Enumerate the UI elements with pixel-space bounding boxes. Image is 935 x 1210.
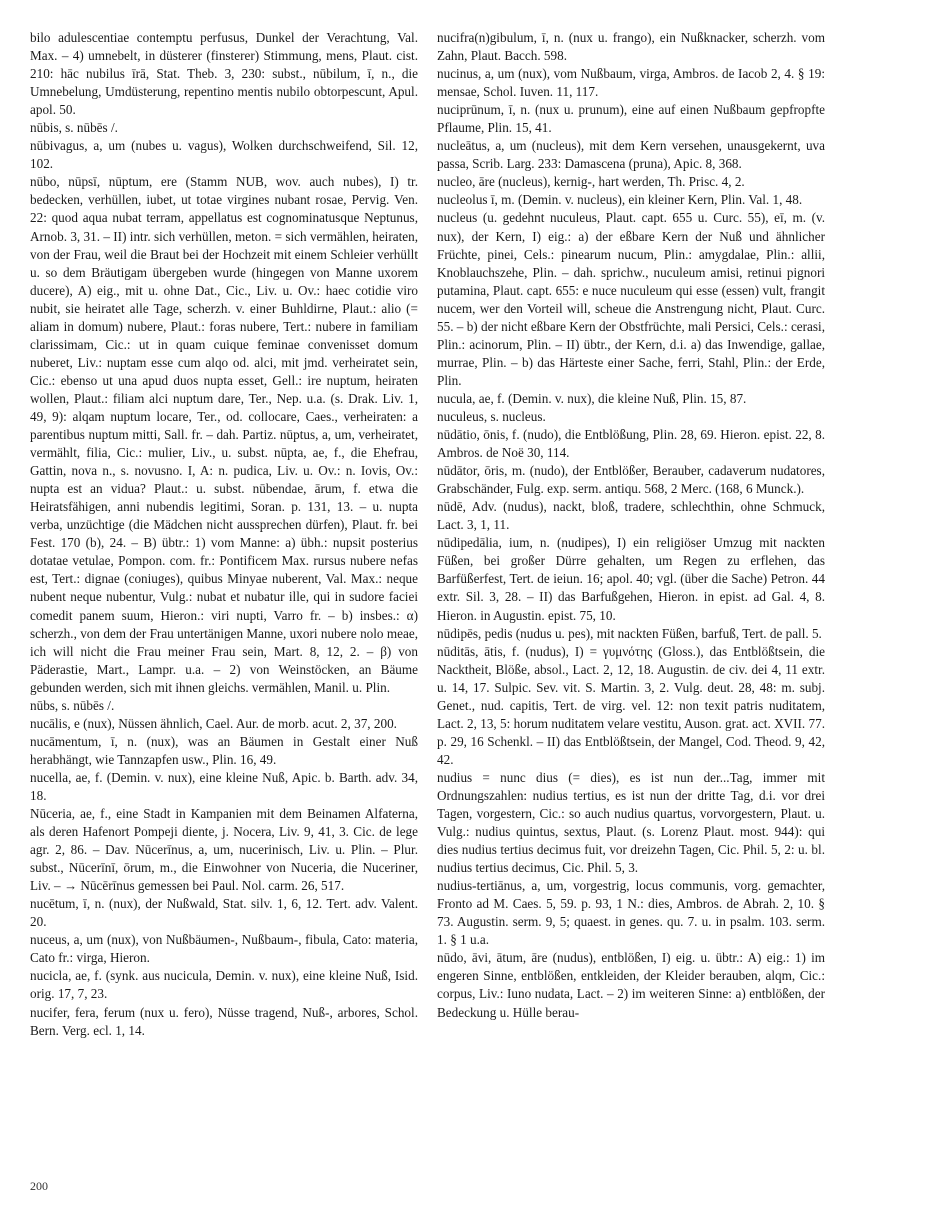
entry-nuceus: nuceus, a, um (nux), von Nußbäumen-, Nußbaum-, fibula, Cato: materia, Cato fr.: virga, Hieron.	[30, 932, 418, 966]
entry-nuculeus: nuculeus, s. nucleus.	[437, 408, 546, 424]
entry-nucinus: nucinus, a, um (nux), vom Nußbaum, virga, Ambros. de Iacob 2, 4. § 19: mensae, Schol. Iuven. 11, 117.	[437, 66, 825, 100]
left-column	[30, 29, 418, 1040]
entry-nucleolus: nucleolus ī, m. (Demin. v. nucleus), ein kleiner Kern, Plin. Val. 1, 48.	[437, 192, 803, 208]
entry-nuditas: nūditās, ātis, f. (nudus), I) = γυμνότης (Gloss.), das Entblößtsein, die Nacktheit, Blöße, absol., Lact. 2, 12, 18. Augustin. de civ. dei 4, 11 extr. u. 14, 17. Sulpic. Sev. vit. S. Martin. 3, 2. Vulg. deut. 28, 48: m. subj. Genet., nud. capitis, Tert. de virg. vel. 12: non texit patris nuditatem, Lact. 2, 13, 5: horum nuditatem velare vestitu, Auson. grat. act. XVII. 77. p. 29, 16 Schenkl. – II) das Entblößtsein, der Mangel, Cod. Theod. 9, 42, 42.	[437, 643, 825, 767]
entry-nucetum: nucētum, ī, n. (nux), der Nußwald, Stat. silv. 1, 6, 12. Tert. adv. Valent. 20.	[30, 896, 418, 930]
entry-nubivagus: nūbivagus, a, um (nubes u. vagus), Wolken durchschweifend, Sil. 12, 102.	[30, 138, 418, 172]
entry-nudipedalia: nūdipedālia, ium, n. (nudipes), I) ein religiöser Umzug mit nackten Füßen, bei großer Dürre gehalten, um Regen zu erflehen, das Barfüßerfest, Tert. de ieiun. 16; apol. 40; vgl. (über die Sache) Petron. 44 extr. Sil. 3, 28. – II) das Barfußgehen, Hieron. in epist. ad Gal. 4, 8. Hieron. in Augustin. epist. 75, 10.	[437, 535, 825, 623]
entry-nuceria: Nūceria, ae, f., eine Stadt in Kampanien mit dem Beinamen Alfaterna, als deren Hafenort Pompeji diente, j. Nocera, Liv. 9, 41, 3. Cic. de lege agr. 2, 86. – Dav. Nūcerīnus, a, um, nucerinisch, Liv. u. Plin. – Plur. subst., Nūcerīnī, ōrum, m., die Einwohner von Nuceria, die Nuceriner, Liv. – → Nūcērīnus gemessen bei Paul. Nol. carm. 26, 517.	[30, 806, 418, 894]
entry-nuciprunum: nuciprūnum, ī, n. (nux u. prunum), eine auf einen Nußbaum gepfropfte Pflaume, Plin. 15, 41.	[437, 102, 825, 136]
entry-nudo: nūdo, āvi, ātum, āre (nudus), entblößen, I) eig. u. übtr.: A) eig.: 1) im engeren Sinne, entblößen, entkleiden, der Kleider berauben, alqm, Cic.: corpus, Liv.: Iuno nudata, Lact. – 2) im weiteren Sinne: a) entblößen, der Bedeckung u. Hülle berau-	[437, 950, 825, 1020]
entry-nude: nūdē, Adv. (nudus), nackt, bloß, tradere, schlechthin, ohne Schmuck, Lact. 3, 1, 11.	[437, 499, 825, 533]
entry-nucifragibulum: nucifra(n)gibulum, ī, n. (nux u. frango), ein Nußknacker, scherzh. vom Zahn, Plaut. Bacch. 598.	[437, 30, 825, 64]
entry-nucifer: nucifer, fera, ferum (nux u. fero), Nüsse tragend, Nuß-, arbores, Schol. Bern. Verg. ecl. 1, 14.	[30, 1004, 418, 1038]
entry-nudius: nudius = nunc dius (= dies), es ist nun der...Tag, immer mit Ordnungszahlen: nudius tertius, es ist nun der dritte Tag, d.i. vor drei Tagen, vorgestern, Cic.: so auch nudius quartus, vorvorgestern, Plaut. u. Vulg.: nudius quintus, sextus, Plaut. (s. Lorenz Plaut. most. 944): qui dies nudius tertius decimus fuit, vor dreizehn Tagen, Cic. Phil. 5, 2: u. bl. nudius tertius decimus, Cic. Phil. 5, 3.	[437, 769, 825, 876]
entry-nubis: nūbis, s. nūbēs /.	[30, 120, 118, 136]
entry-nucleatus: nucleātus, a, um (nucleus), mit dem Kern versehen, unausgekernt, uva passa, Scrib. Larg. 233: Damascena (pruna), Apic. 8, 368.	[437, 138, 825, 172]
entry-nudipes: nūdipēs, pedis (nudus u. pes), mit nackten Füßen, barfuß, Tert. de pall. 5.	[437, 625, 822, 641]
entry-nucleo: nucleo, āre (nucleus), kernig-, hart werden, Th. Prisc. 4, 2.	[437, 174, 745, 190]
entry-nucula: nucula, ae, f. (Demin. v. nux), die kleine Nuß, Plin. 15, 87.	[437, 390, 747, 406]
entry-nucella: nucella, ae, f. (Demin. v. nux), eine kleine Nuß, Apic. b. Barth. adv. 34, 18.	[30, 769, 418, 803]
entry-nudator: nūdātor, ōris, m. (nudo), der Entblößer, Berauber, cadaverum nudatores, Grabschänder, Fulg. exp. serm. antiqu. 568, 2 Merc. (168, 6 Munck.).	[437, 463, 825, 497]
entry-nucamentum: nucāmentum, ī, n. (nux), was an Bäumen in Gestalt einer Nuß herabhängt, wie Tannzapfen usw., Plin. 16, 49.	[30, 733, 418, 767]
entry-nudatio: nūdātio, ōnis, f. (nudo), die Entblößung, Plin. 28, 69. Hieron. epist. 22, 8. Ambros. de Noë 30, 114.	[437, 427, 825, 461]
entry-nubo: nūbo, nūpsī, nūptum, ere (Stamm NUB, wov. auch nubes), I) tr. bedecken, verhüllen, iubet, ut totae virgines nubant rosae, Pervig. Ven. 22: quod aqua nubat terram, appellatus est cognominatusque Neptunus, Arnob. 3, 31. – II) intr. sich verhüllen, meton. = sich vermählen, heiraten, von der Frau, weil die Braut bei der Hochzeit mit einem Schleier verhüllt u. so dem Bräutigam übergeben wurde (hingegen von Manne uxorem ducere), A) eig., mit u. ohne Dat., Cic., Liv. u. Ov.: haec cotidie viro nubit, sie heiratet alle Tage, scherzh. v. einer Buhldirne, Plaut.: alio (= aliam in domum) nubere, Plaut.: foras nubere, Tert.: nubere in familiam clarissimam, Cic.: ut in quam cuique feminae convenisset domum nuberet, Liv.: nuptam esse cum alqo od. alci, mit jmd. verheiratet sein, Cic.: ebenso ut una apud duos nupta esset, Gell.: ire nuptum, heiraten wollen, Plaut.: filiam alci nuptum dare, Ter., Nep. u.a. (s. Drak. Liv. 1, 49, 9): alqam nuptum locare, Ter., od. collocare, Caes., verheiraten: a parentibus nuptum mitti, Sall. fr. – dah. Partiz. nūptus, a, um, verheiratet, vermählt, filia, Cic.: mulier, Liv., u. subst. nūpta, ae, f., die Ehefrau, Gattin, nova n., s. novusno. I, A: n. pudica, Liv. u. Ov.: n. Iovis, Ov.: nupta est an vidua? Plaut.: u. subst. nūbendae, ārum, f. etwa die Heiratsfähigen, anni nubendis legitimi, Soran. p. 131, 13. – u. nupta verba, unzüchtige (die Mädchen nicht aussprechen dürfen), Plaut. fr. bei Fest. 170 (b), 24. – B) übtr.: 1) vom Manne: a) übh.: nupsit posterius dotatae vetulae, Pompon. com. fr.: Pontificem Max. rursus nubere nefas est, Tert.: dignae (coniuges), quibus Minyae nuberent, Val. Max.: neque nubent neque nubentur, Vulg.: nubat et nubatur ille, qui in sudore faciei comedit panem suum, Hieron.: viri nupti, Varro fr. – b) insbes.: α) scherzh., von dem der Frau untertänigen Manne, uxori nubere nolo meae, ich will nicht die Frau meiner Frau sein, Mart. 8, 12, 2. – β) von Päderastie, Mart., Lampr. u.a. – 2) von Weinstöcken, an Bäume gebunden werden, sich mit ihnen gleichs. vermählen, Manil. u. Plin.	[30, 174, 418, 695]
entry-nubilus-cont: bilo adulescentiae contemptu perfusus, Dunkel der Verachtung, Val. Max. – 4) umnebelt, in düsterer (finsterer) Stimmung, mens, Plaut. cist. 210: hāc nubilus īrā, Stat. Theb. 3, 230: subst., nūbilum, ī, n., die Umnebelung, Umdüsterung, repentino mentis nubilo obtorpescunt, Apul. apol. 50.	[30, 30, 418, 118]
entry-nucleus: nucleus (u. gedehnt nuculeus, Plaut. capt. 655 u. Curc. 55), eī, m. (v. nux), der Kern, I) eig.: a) der eßbare Kern der Nuß und ähnlicher Früchte, pinei, Cels.: pinearum nucum, Plin.: amygdalae, Plin.: allii, Knoblauchszehe, Plin. – dah. sprichw., nuculeum amisi, retinui pignori putamina, Plaut. capt. 655: e nuce nuculeum qui esse (essen) vult, frangit nucem, wer den Vorteil will, scheue die Anstrengung nicht, Plaut. Curc. 55. – b) der nicht eßbare Kern der Obstfrüchte, mali Persici, Cels.: cerasi, Plin.: acinorum, Plin. – II) übtr., der Kern, d.i. a) das Inwendige, gallae, murrae, Plin. – b) das Härteste einer Sache, ferri, Stahl, Plin.: der Erde, Plin.	[437, 210, 825, 388]
right-column	[437, 29, 825, 1022]
entry-nucalis: nucālis, e (nux), Nüssen ähnlich, Cael. Aur. de morb. acut. 2, 37, 200.	[30, 715, 397, 731]
entry-nucicla: nucicla, ae, f. (synk. aus nucicula, Demin. v. nux), eine kleine Nuß, Isid. orig. 17, 7, 23.	[30, 968, 418, 1002]
entry-nudius-tertianus: nudius-tertiānus, a, um, vorgestrig, locus communis, vorg. gemachter, Fronto ad M. Caes. 5, 59. p. 93, 1 N.: dies, Ambros. de Abrah. 2, 10. § 73. Augustin. serm. 9, 5; quaest. in genes. qu. 7. u. in psalm. 103. serm. 1. § 1 u.a.	[437, 878, 825, 948]
page-number: 200	[30, 1179, 48, 1193]
entry-nubs: nūbs, s. nūbēs /.	[30, 697, 115, 713]
